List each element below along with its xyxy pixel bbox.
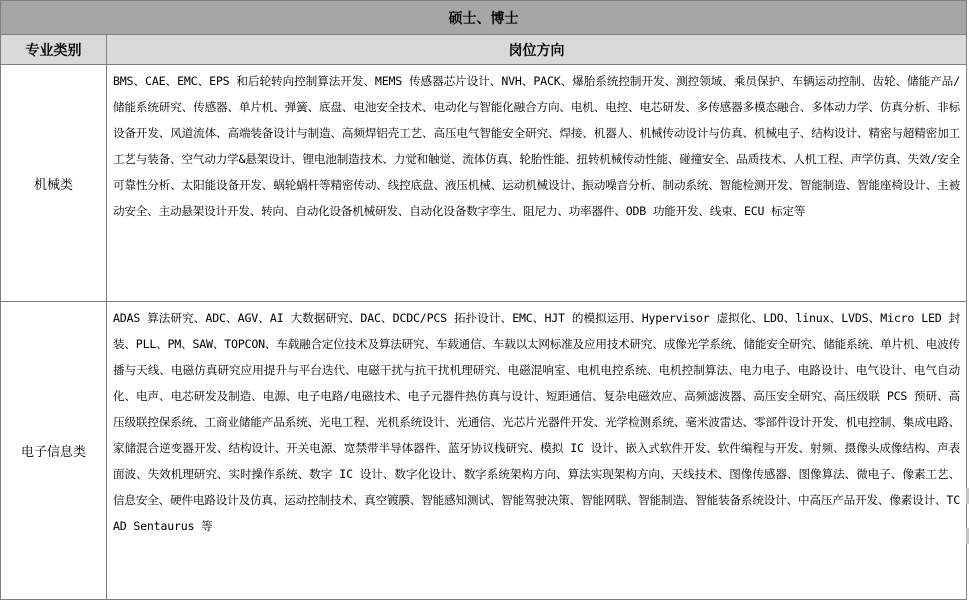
column-header-directions: 岗位方向 — [107, 35, 967, 65]
table-row — [1, 301, 967, 599]
category-cell: 电子信息类 — [1, 301, 107, 599]
table-title: 硕士、博士 — [1, 1, 967, 35]
directions-cell: ADAS 算法研究、ADC、AGV、AI 大数据研究、DAC、DCDC/PCS 拓扑设计、EMC、HJT 的模拟运用、Hypervisor 虚拟化、LDO、linux、LVDS、Micro LED 封装、PLL、PM、SAW、TOPCON、车载融合定位技术及算法研究、车载通信、车载以太网标准及应用技术研究、成像光学系统、储能安全研究、储能系统、单片机、电波传播与天线、电磁仿真研究应用提升与平台迭代、电磁干扰与抗干扰机理研究、电磁混响室、电机电控系统、电机控制算法、电力电子、电路设计、电气设计、电气自动化、电声、电芯研发及制造、电源、电子电路/电磁技术、电子元器件热仿真与设计、短距通信、复杂电磁效应、高频滤波器、高压安全研究、高压级联 PCS 预研、高压级联控保系统、工商业储能产品系统、光电工程、光机系统设计、光通信、光芯片光器件开发、光学检测系统、毫米波雷达、零部件设计开发、机电控制、集成电路、家储混合逆变器开发、结构设计、开关电源、宽禁带半导体器件、蓝牙协议栈研究、模拟 IC 设计、嵌入式软件开发、软件编程与开发、射频、摄像头成像结构、声表面波、失效机理研究、实时操作系统、数字 IC 设计、数字化设计、数字系统架构方向、算法实现架构方向、天线技术、图像传感器、图像算法、微电子、像素工艺、信息安全、硬件电路设计及仿真、运动控制技术、真空镀膜、智能感知测试、智能驾驶决策、智能网联、智能制造、智能装备系统设计、中高压产品开发、像素设计、TCAD Sentaurus 等 — [107, 301, 967, 599]
directions-cell: BMS、CAE、EMC、EPS 和后轮转向控制算法开发、MEMS 传感器芯片设计、NVH、PACK、爆胎系统控制开发、测控领域、乘员保护、车辆运动控制、齿轮、储能产品/储能系统研究、传感器、单片机、弹簧、底盘、电池安全技术、电动化与智能化融合方向、电机、电控、电芯研发、多传感器多模态融合、多体动力学、仿真分析、非标设备开发、风道流体、高端装备设计与制造、高频焊铝壳工艺、高压电气智能安全研究、焊接、机器人、机械传动设计与仿真、机械电子、结构设计、精密与超精密加工工艺与装备、空气动力学&悬架设计、锂电池制造技术、力觉和触觉、流体仿真、轮胎性能、扭转机械传动性能、碰撞安全、品质技术、人机工程、声学仿真、失效/安全可靠性分析、太阳能设备开发、蜗轮蜗杆等精密传动、线控底盘、液压机械、运动机械设计、振动噪音分析、制动系统、智能检测开发、智能制造、智能座椅设计、主被动安全、主动悬架设计开发、转向、自动化设备机械研发、自动化设备数字孪生、阻尼力、功率器件、ODB 功能开发、线束、ECU 标定等 — [107, 65, 967, 302]
table-header-row — [1, 35, 967, 65]
table-title-row — [1, 1, 967, 35]
category-cell: 机械类 — [1, 65, 107, 302]
table-row — [1, 65, 967, 302]
column-header-category: 专业类别 — [1, 35, 107, 65]
